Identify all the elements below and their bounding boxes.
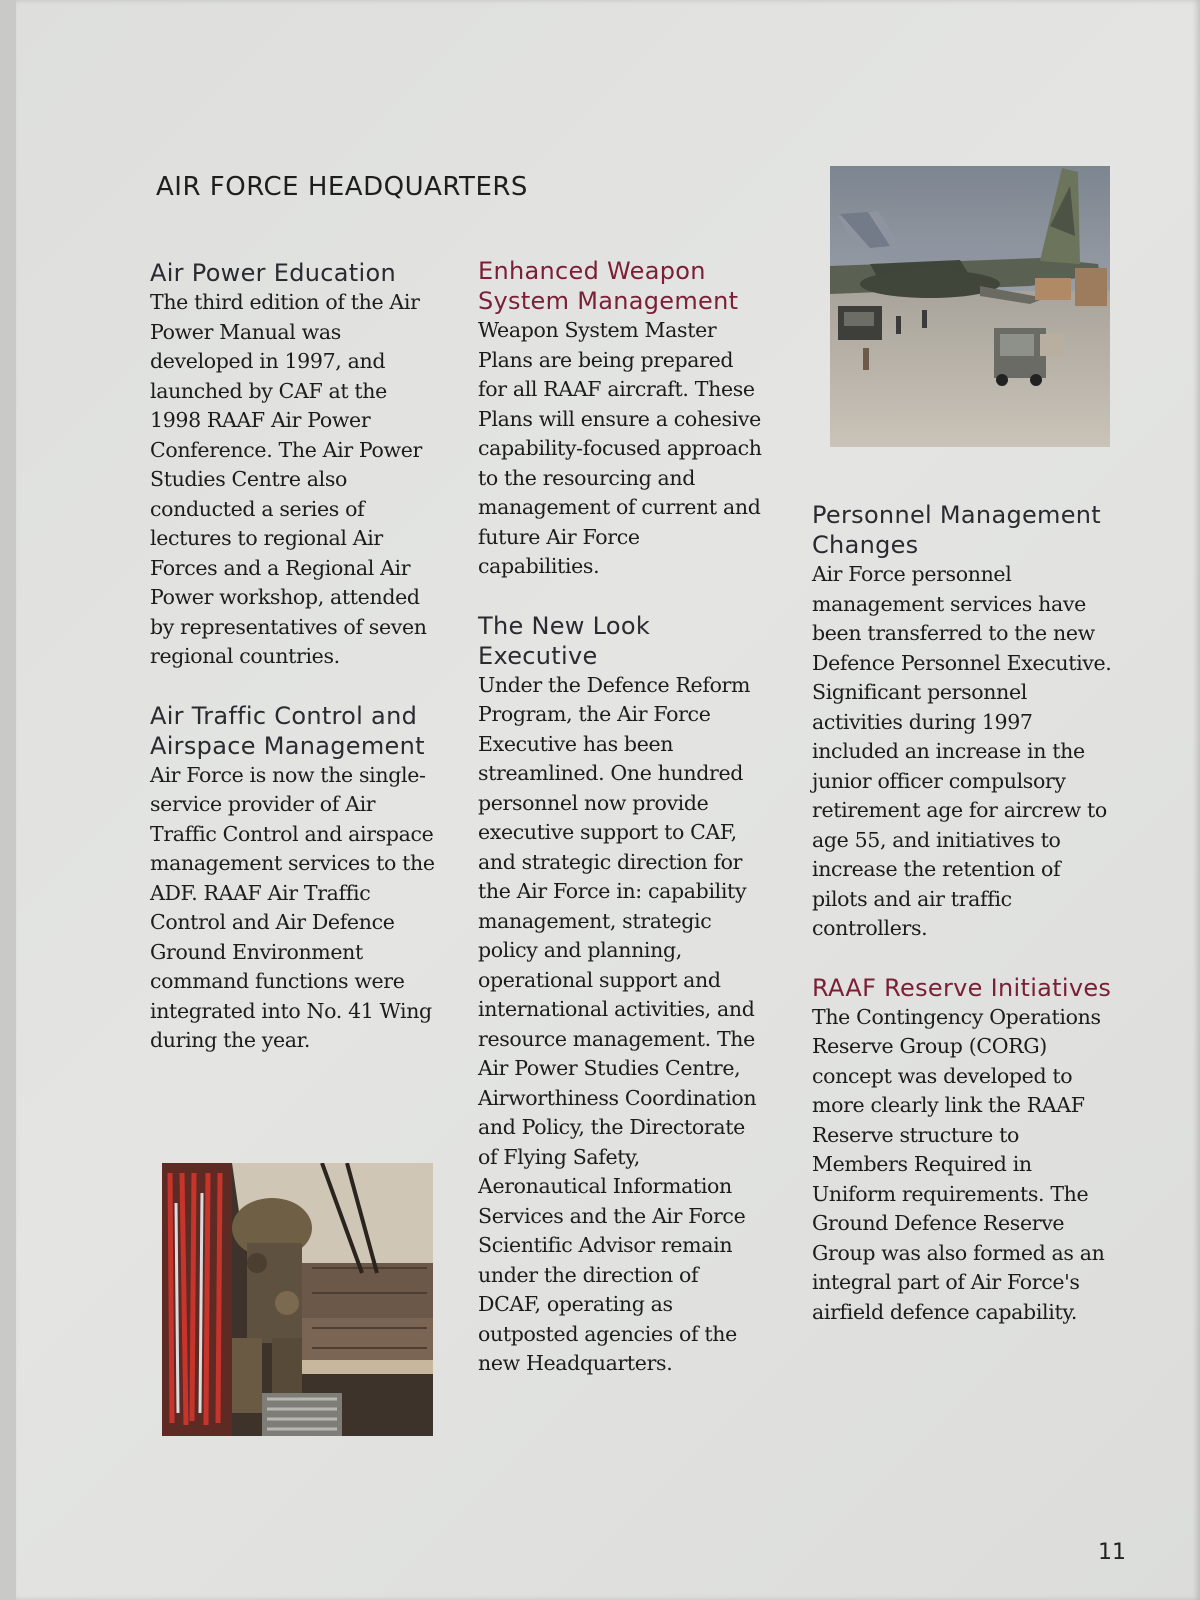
- section-air-traffic-control: [150, 701, 435, 1056]
- aircraft-illustration: [830, 166, 1110, 447]
- section-heading: Air Power Education: [150, 259, 396, 287]
- column-middle: [478, 256, 763, 1408]
- section-body: Air Force is now the single-service provider of Air Traffic Control and airspace management services to the ADF. RAAF Air Traffic Control and Air Defence Ground Environment command functions were integrated into No. 41 Wing during the year.: [150, 762, 435, 1052]
- page-title: AIR FORCE HEADQUARTERS: [156, 172, 528, 202]
- section-heading: The New Look Executive: [478, 611, 651, 670]
- column-left: [150, 258, 435, 1085]
- section-body: The Contingency Operations Reserve Group (CORG) concept was developed to more clearly link the RAAF Reserve structure to Members Required in Uniform requirements. The Ground Defence Reserve Group was also formed as an integral part of Air Force's airfield defence capability.: [812, 1004, 1105, 1324]
- section-enhanced-weapon: [478, 256, 763, 582]
- page-number: 11: [1098, 1540, 1126, 1565]
- column-right: [812, 500, 1112, 1356]
- section-body: Weapon System Master Plans are being prepared for all RAAF aircraft. These Plans will ensure a cohesive capability-focused approach to the resourcing and management of current and future Air Force capabilities.: [478, 318, 762, 578]
- section-new-look-executive: [478, 611, 763, 1379]
- cargo-illustration: [162, 1163, 433, 1436]
- cargo-loading-photo: [162, 1163, 433, 1436]
- section-personnel-management: [812, 500, 1112, 944]
- section-body: Under the Defence Reform Program, the Air Force Executive has been streamlined. One hundred personnel now provide executive support to CAF, and strategic direction for the Air Force in: capability management, strategic policy and planning, operational support and international activities, and resource management. The Air Power Studies Centre, Airworthiness Coordination and Policy, the Directorate of Flying Safety, Aeronautical Information Services and the Air Force Scientific Advisor remain under the direction of DCAF, operating as outposted agencies of the new Headquarters.: [478, 672, 757, 1375]
- section-body: The third edition of the Air Power Manual was developed in 1997, and launched by CAF at the 1998 RAAF Air Power Conference. The Air Power Studies Centre also conducted a series of lectures to regional Air Forces and a Regional Air Power workshop, attended by representatives of seven regional countries.: [150, 290, 427, 668]
- report-page: [16, 0, 1200, 1600]
- aircraft-photo: [830, 166, 1110, 447]
- section-heading: Enhanced Weapon System Management: [478, 257, 739, 315]
- section-air-power-education: [150, 258, 435, 672]
- section-heading: RAAF Reserve Initiatives: [812, 973, 1112, 1002]
- section-raaf-reserve: [812, 973, 1112, 1328]
- section-body: Air Force personnel management services have been transferred to the new Defence Personnel Executive. Significant personnel activities during 1997 included an increase in the junior officer compulsory retirement age for aircrew to age 55, and initiatives to increase the retention of pilots and air traffic controllers.: [812, 562, 1112, 940]
- section-heading: Air Traffic Control and Airspace Management: [150, 701, 425, 760]
- section-heading: Personnel Management Changes: [812, 501, 1102, 559]
